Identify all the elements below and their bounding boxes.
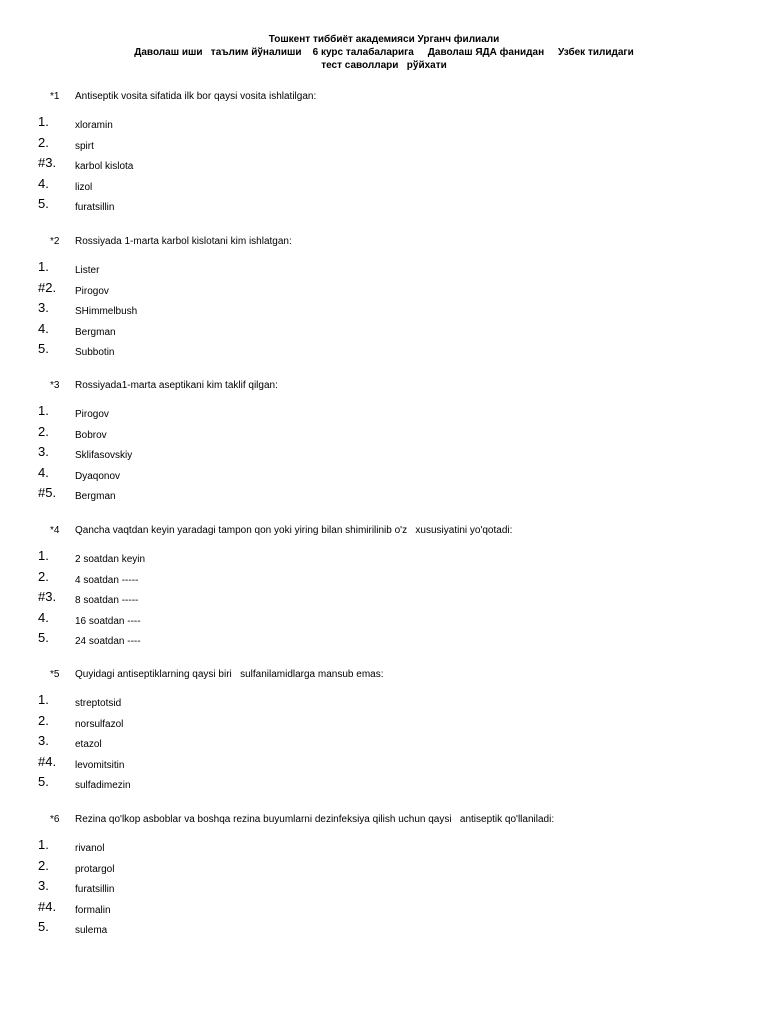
option-number: 1. [38,692,49,707]
answer-option [0,897,768,917]
option-text: 8 soatdan ----- [75,595,139,607]
answer-option [0,835,768,855]
option-text: sulfadimezin [75,780,131,792]
question-5 [0,669,768,683]
answer-option [0,711,768,731]
option-number: 1. [38,403,49,418]
option-number: 5. [38,196,49,212]
option-text: streptotsid [75,698,122,709]
document-header [0,33,768,72]
answer-option [0,876,768,896]
question-number: *6 [50,814,60,825]
header-institution: Тошкент тиббиёт академияси Урганч филиали [268,34,500,45]
option-number: #4. [38,753,57,769]
answer-option [0,401,768,421]
option-text: 24 soatdan ---- [75,636,141,648]
question-text: Rossiyada 1-marta karbol kislotani kim ishlatgan: [75,236,292,247]
question-6 [0,814,768,828]
question-number: *3 [50,380,60,391]
answer-option [0,278,768,298]
question-text: Qancha vaqtdan keyin yaradagi tampon qon yoki yiring bilan shimirilinib o'z xususiyatini yo'qotadi: [75,525,513,536]
option-number: 3. [38,300,49,316]
option-number: 4. [38,464,49,480]
option-number: #3. [38,155,57,171]
answer-option [0,917,768,937]
option-number: 3. [38,878,49,894]
option-text: Subbotin [75,347,115,359]
answer-option [0,608,768,628]
option-number: 5. [38,774,49,790]
option-number: 4. [38,175,49,191]
question-text: Quyidagi antiseptiklarning qaysi biri sulfanilamidlarga mansub emas: [75,669,384,680]
answer-option [0,772,768,792]
question-3 [0,380,768,394]
option-number: 1. [38,548,49,563]
option-number: 1. [38,259,49,274]
answer-option [0,752,768,772]
answer-option [0,112,768,132]
question-4 [0,525,768,539]
option-number: 5. [38,919,49,935]
answer-option [0,856,768,876]
option-text: furatsillin [75,884,115,896]
answer-option [0,339,768,359]
option-text: Bergman [75,326,116,338]
option-number: 4. [38,609,49,625]
option-number: 2. [38,134,49,150]
option-text: Bobrov [75,429,107,441]
header-list-title: тест саволлари рўйхати [321,60,447,71]
question-number: *4 [50,525,60,536]
option-text: 4 soatdan ----- [75,574,139,586]
header-course: Даволаш иши таълим йўналиши 6 курс талабаларига Даволаш ЯДА фанидан Узбек тилидаги [134,47,634,58]
option-number: #3. [38,589,57,605]
answer-option [0,319,768,339]
option-text: protargol [75,863,115,875]
option-text: 2 soatdan keyin [75,554,146,565]
answer-option [0,463,768,483]
question-number: *2 [50,236,60,247]
answer-option [0,587,768,607]
option-text: 16 soatdan ---- [75,615,141,627]
answer-option [0,133,768,153]
option-number: 4. [38,320,49,336]
answer-option [0,257,768,277]
option-text: sulema [75,925,108,937]
option-text: Pirogov [75,409,109,420]
option-number: 5. [38,341,49,357]
question-text: Rezina qo'lkop asboblar va boshqa rezina buyumlarni dezinfeksiya qilish uchun qaysi antiseptik qo'llaniladi: [75,814,555,825]
option-number: 1. [38,114,49,129]
option-number: 2. [38,423,49,439]
option-text: levomitsitin [75,759,125,771]
option-text: Lister [75,265,100,276]
question-number: *5 [50,669,60,680]
answer-option [0,567,768,587]
option-text: spirt [75,140,94,152]
option-number: #5. [38,485,57,501]
option-text: Bergman [75,491,116,503]
answer-option [0,442,768,462]
question-2 [0,236,768,250]
question-1 [0,91,768,105]
question-text: Rossiyada1-marta aseptikani kim taklif qilgan: [75,380,278,391]
option-text: lizol [75,181,93,193]
question-text: Antiseptik vosita sifatida ilk bor qaysi vosita ishlatilgan: [75,91,317,102]
option-number: 2. [38,857,49,873]
option-number: 3. [38,444,49,460]
option-number: 3. [38,733,49,749]
answer-option [0,194,768,214]
option-text: karbol kislota [75,161,134,173]
answer-option [0,153,768,173]
option-text: etazol [75,739,102,751]
answer-option [0,483,768,503]
option-text: Pirogov [75,285,109,297]
answer-option [0,690,768,710]
answer-option [0,174,768,194]
option-text: norsulfazol [75,718,124,730]
option-text: Dyaqonov [75,470,121,482]
option-number: #4. [38,898,57,914]
option-number: 2. [38,568,49,584]
option-text: furatsillin [75,202,115,214]
answer-option [0,546,768,566]
option-number: 2. [38,712,49,728]
answer-option [0,731,768,751]
option-text: Sklifasovskiy [75,450,133,462]
option-number: 5. [38,630,49,646]
question-number: *1 [50,91,60,102]
option-number: 1. [38,837,49,852]
option-text: formalin [75,904,111,916]
option-number: #2. [38,279,57,295]
answer-option [0,628,768,648]
option-text: xloramin [75,120,113,131]
option-text: SHimmelbush [75,306,138,318]
answer-option [0,422,768,442]
answer-option [0,298,768,318]
option-text: rivanol [75,843,105,854]
